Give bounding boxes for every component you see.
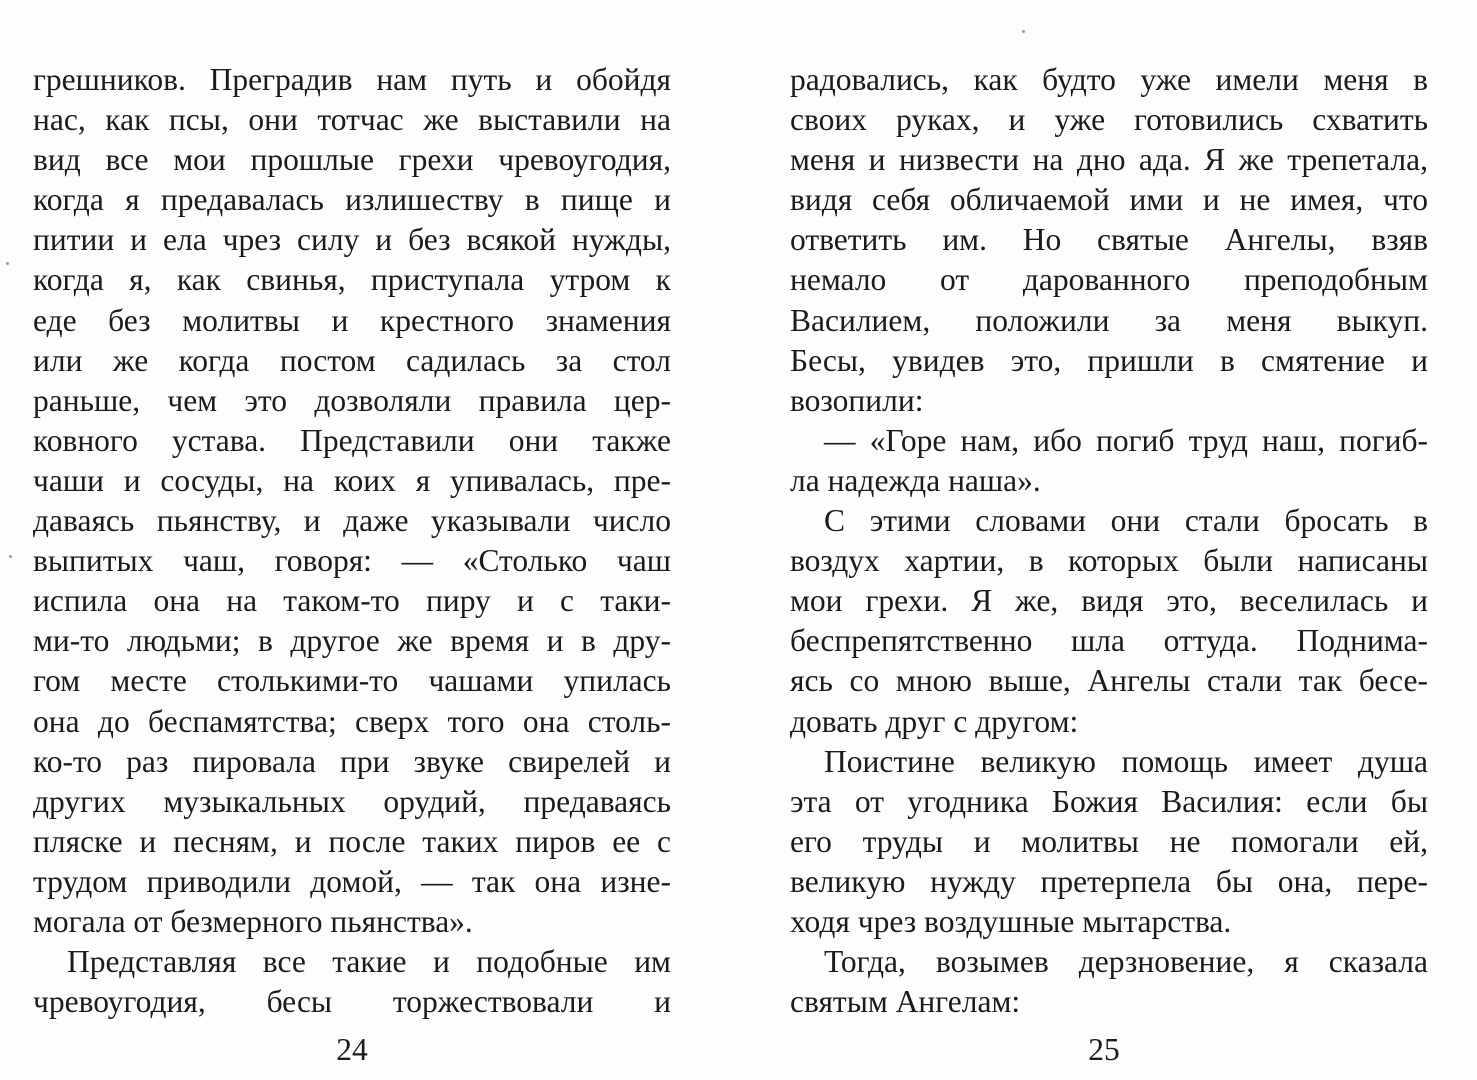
text-line: беспрепятственно шла оттуда. Поднима- (790, 623, 1428, 659)
text-line: или же когда постом садилась за стол (33, 342, 671, 378)
text-line: гом месте столькими-то чашами упилась (33, 663, 671, 699)
text-line: грешников. Преградив нам путь и обойдя (33, 62, 671, 97)
text-line: радовались, как будто уже имели меня в (790, 62, 1428, 97)
text-line: ко-то раз пировала при звуке свирелей и (33, 743, 671, 779)
text-line: питии и ела чрез силу и без всякой нужды, (33, 222, 671, 258)
text-line: вид все мои прошлые грехи чревоугодия, (33, 142, 671, 178)
text-line: раньше, чем это дозволяли правила цер- (33, 382, 671, 418)
page-number-right: 25 (1088, 1032, 1120, 1067)
text-line: довать друг с другом: (790, 703, 1079, 739)
text-line: ответить им. Но святые Ангелы, взяв (790, 222, 1428, 258)
text-line: эта от угодника Божия Василия: если бы (790, 783, 1428, 819)
text-line: немало от дарованного преподобным (790, 262, 1428, 298)
text-line: мои грехи. Я же, видя это, веселилась и (790, 583, 1428, 619)
text-line: еде без молитвы и крестного знамения (33, 302, 671, 338)
text-line: ковного устава. Представили они также (33, 422, 671, 458)
text-line: великую нужду претерпела бы она, пере- (790, 863, 1428, 899)
text-line: чаши и сосуды, на коих я упивалась, пре- (33, 462, 671, 498)
text-line: Бесы, увидев это, пришли в смятение и (790, 342, 1428, 378)
text-line: — «Горе нам, ибо погиб труд наш, погиб- (824, 422, 1428, 458)
text-line: видя себя обличаемой ими и не имея, что (790, 182, 1428, 218)
print-speck (9, 555, 12, 558)
text-line: когда я, как свинья, приступала утром к (33, 262, 671, 298)
text-line: его труды и молитвы не помогали ей, (790, 823, 1428, 859)
text-line: ясь со мною выше, Ангелы стали так бесе- (790, 663, 1428, 699)
text-line: святым Ангелам: (790, 984, 1021, 1020)
text-line: других музыкальных орудий, предаваясь (33, 783, 671, 819)
text-line: могала от безмерного пьянства». (33, 903, 473, 939)
text-line: пляске и песням, и после таких пиров ее с (33, 823, 671, 859)
text-line: когда я предавалась излишеству в пище и (33, 182, 671, 218)
text-line: она до беспамятства; сверх того она столь- (33, 703, 671, 739)
text-line: испила она на таком-то пиру и с таки- (33, 583, 671, 619)
text-line: меня и низвести на дно ада. Я же трепетала, (790, 142, 1428, 178)
text-line: трудом приводили домой, — так она изне- (33, 863, 671, 899)
text-line: Представляя все такие и подобные им (67, 944, 671, 980)
right-page (790, 60, 1428, 1020)
text-line: Василием, положили за меня выкуп. (790, 302, 1428, 338)
text-line: выпитых чаш, говоря: — «Столько чаш (33, 543, 671, 579)
page-number-left: 24 (336, 1032, 368, 1067)
text-line: чревоугодия, бесы торжествовали и (33, 984, 671, 1020)
text-line: нас, как псы, они тотчас же выставили на (33, 102, 671, 138)
text-line: возопили: (790, 382, 924, 418)
print-speck (6, 262, 9, 265)
text-line: своих руках, и уже готовились схватить (790, 102, 1428, 138)
text-line: ми-то людьми; в другое же время и в дру- (33, 623, 671, 659)
print-speck (1022, 30, 1025, 33)
left-page (33, 60, 671, 1020)
text-line: воздух хартии, в которых были написаны (790, 543, 1428, 579)
text-line: Тогда, возымев дерзновение, я сказала (824, 944, 1428, 980)
text-line: даваясь пьянству, и даже указывали число (33, 503, 671, 539)
text-line: Поистине великую помощь имеет душа (824, 743, 1428, 779)
text-line: ходя чрез воздушные мытарства. (790, 903, 1232, 939)
text-line: С этими словами они стали бросать в (824, 503, 1428, 539)
text-line: ла надежда наша». (790, 462, 1041, 498)
